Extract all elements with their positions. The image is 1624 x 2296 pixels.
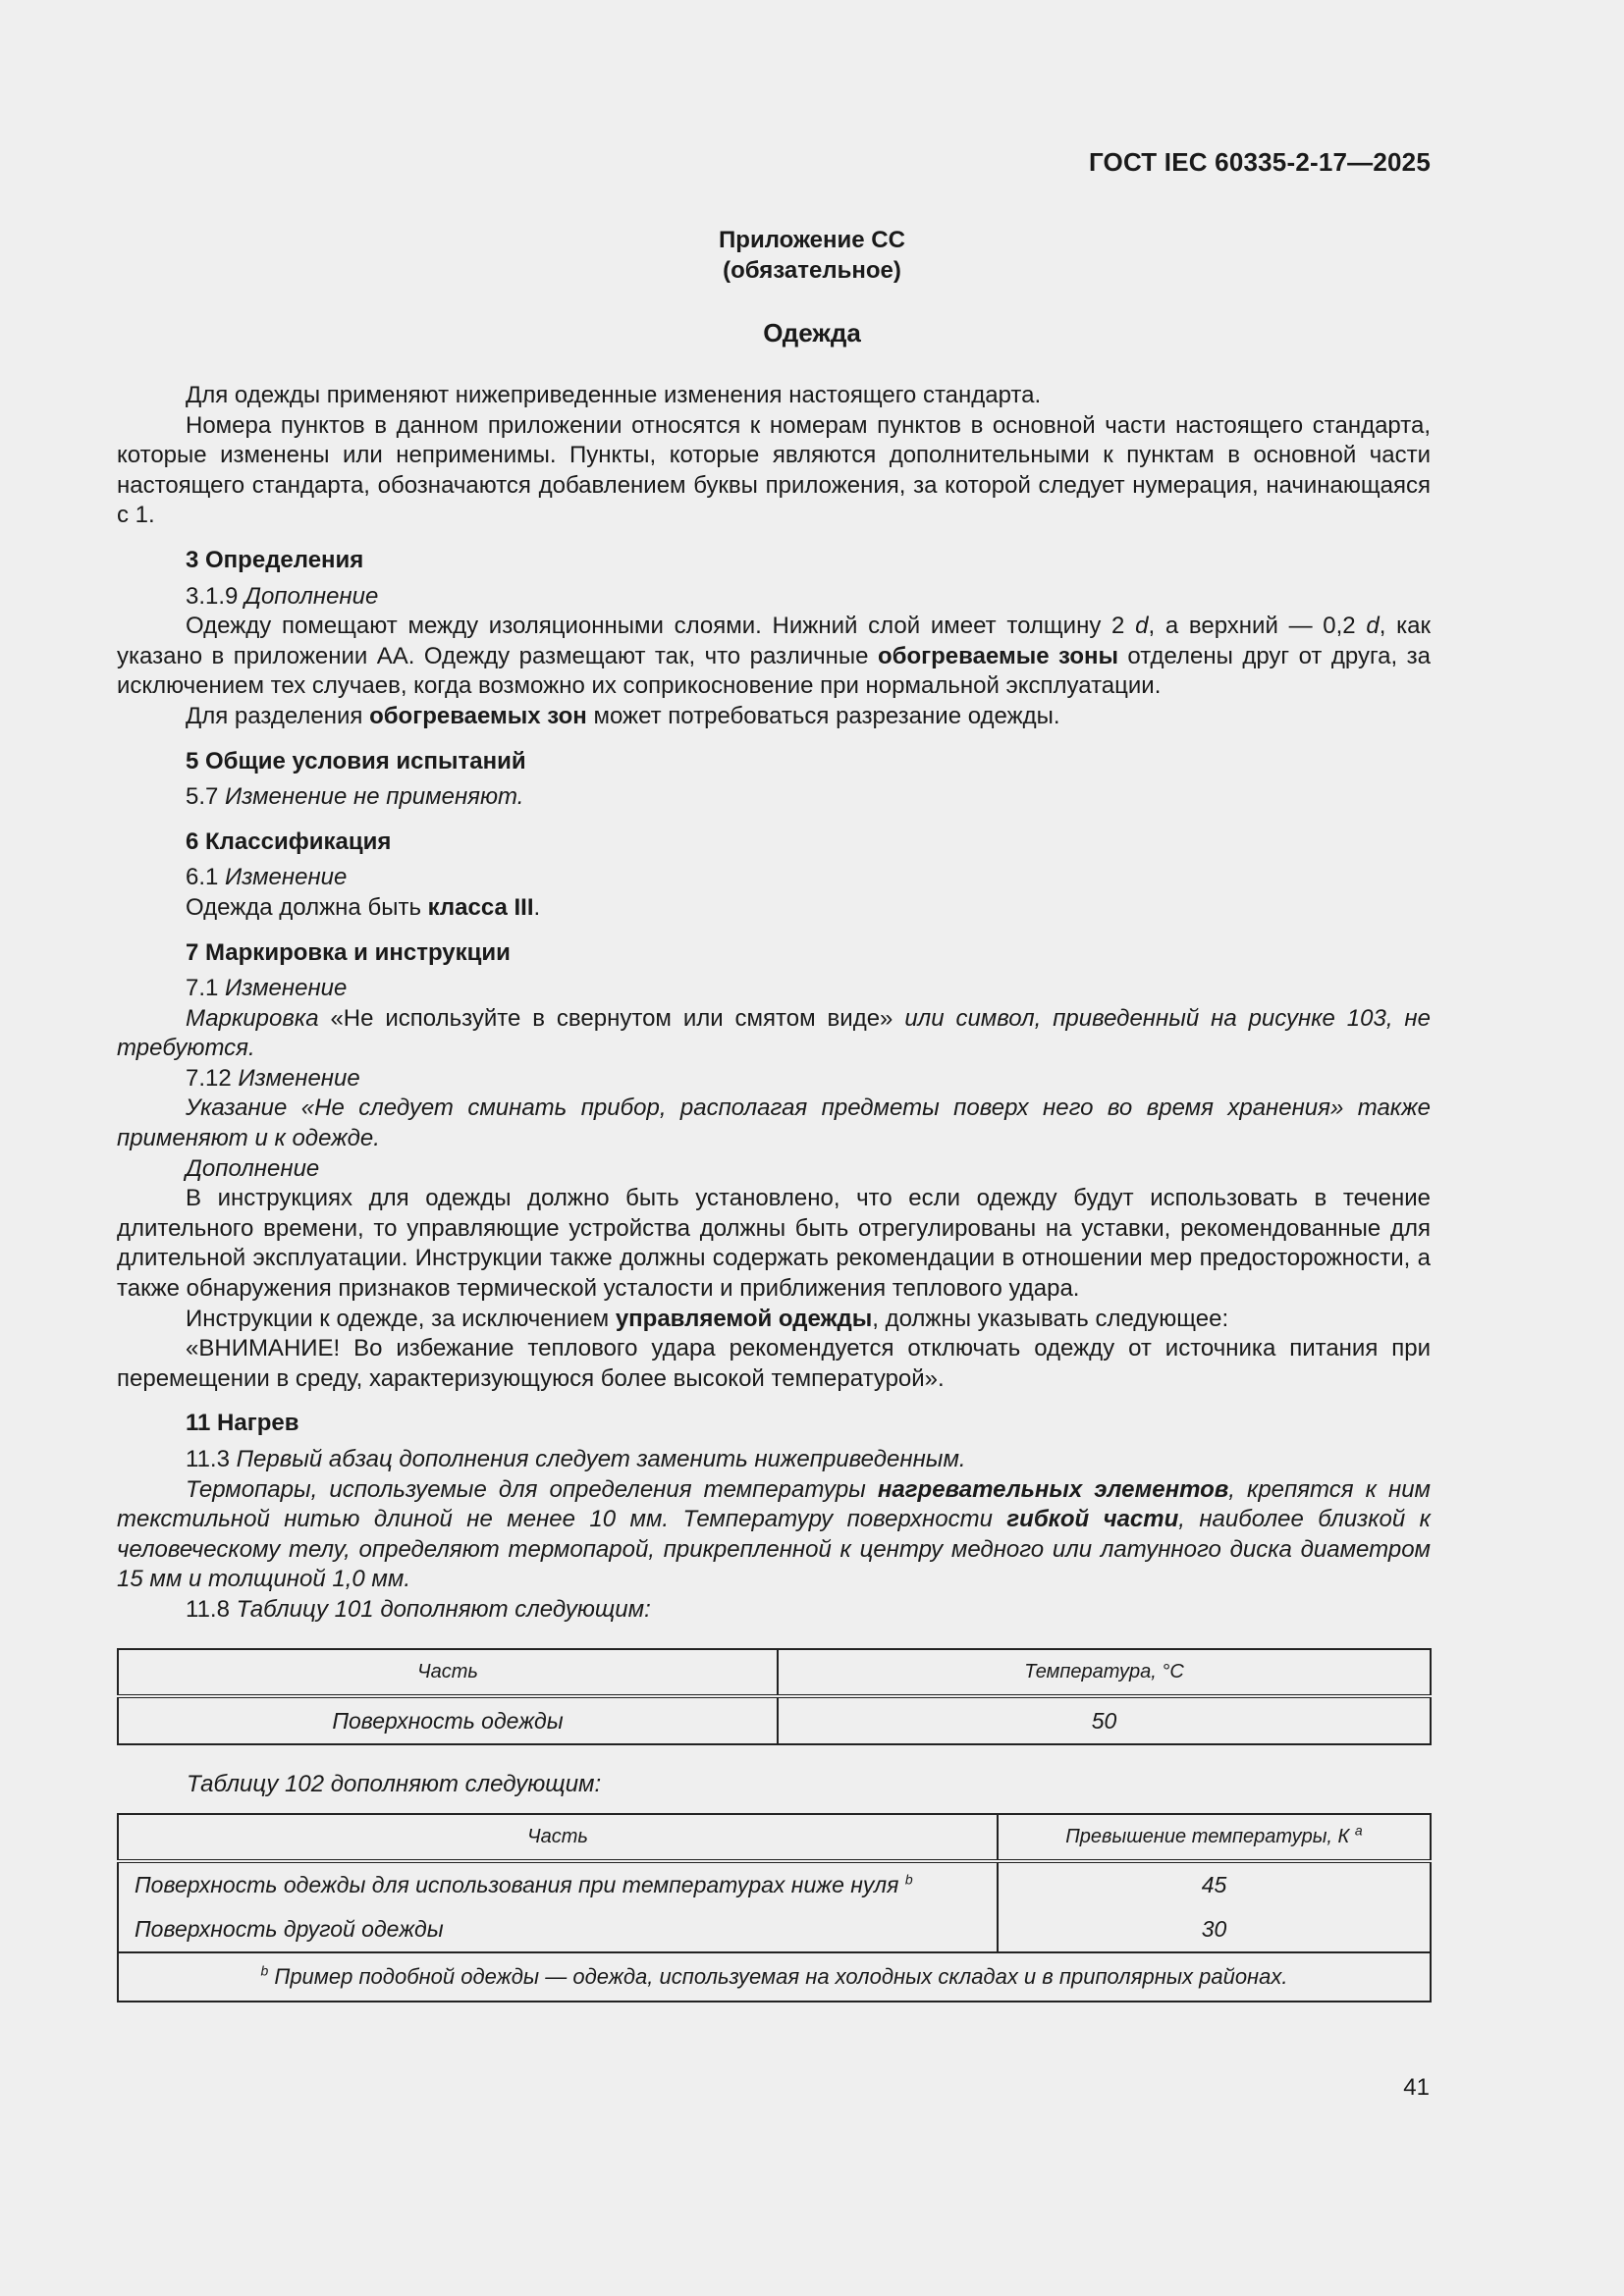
section-7-heading: 7 Маркировка и инструкции xyxy=(186,938,511,966)
annex-subtitle: (обязательное) xyxy=(723,257,901,284)
section-5-heading: 5 Общие условия испытаний xyxy=(186,747,526,774)
table-header-cell: Температура, °C xyxy=(778,1649,1431,1696)
table-cell: Поверхность одежды xyxy=(118,1696,778,1744)
clause-3-1-9-text-2: Для разделения обогреваемых зон может потребоваться разрезание одежды. xyxy=(186,702,1060,729)
table-header-cell: Часть xyxy=(118,1814,998,1861)
intro-paragraph-2: Номера пунктов в данном приложении относятся к номерам пунктов в основной части настоящего стандарта, которые изменены или неприменимы. Пункты, которые являются дополнительными к пунктам в основной части настоящего стандарта, обозначаются добавлением буквы приложения, за которой следует нумерация, начинающаяся с 1. xyxy=(117,411,1431,529)
table-102-addition xyxy=(117,1813,1432,2002)
section-11-heading: 11 Нагрев xyxy=(186,1410,299,1437)
table-row xyxy=(118,1861,1431,1906)
clause-7-12-warning: «ВНИМАНИЕ! Во избежание теплового удара рекомендуется отключать одежду от источника питания при перемещении в среду, характеризующуюся более высокой температурой». xyxy=(117,1335,1431,1392)
document-id: ГОСТ IEC 60335-2-17—2025 xyxy=(1088,147,1431,177)
clause-7-12-addition: Дополнение xyxy=(186,1154,320,1182)
clause-11-8: 11.8 Таблицу 101 дополняют следующим: xyxy=(186,1595,651,1623)
annex-name: Одежда xyxy=(763,318,861,347)
annex-title: Приложение CC xyxy=(719,227,905,253)
table-row xyxy=(118,1906,1431,1952)
table-102-caption: Таблицу 102 дополняют следующим: xyxy=(187,1771,602,1797)
clause-7-12-text: Указание «Не следует сминать прибор, располагая предметы поверх него во время хранения» также применяют и к одежде. xyxy=(117,1095,1431,1152)
table-header-cell: Часть xyxy=(118,1649,778,1696)
section-6-heading: 6 Классификация xyxy=(186,828,392,855)
table-footnote: $^b$ Пример подобной одежды — одежда, используемая на холодных складах и в приполярных районах. xyxy=(118,1952,1431,2002)
table-row xyxy=(118,1696,1431,1744)
clause-7-12-text-3: Инструкции к одежде, за исключением управляемой одежды, должны указывать следующее: xyxy=(186,1305,1229,1332)
clause-6-1-text: Одежда должна быть класса III. xyxy=(186,893,541,921)
table-101-addition xyxy=(117,1648,1432,1745)
clause-3-1-9-text: Одежду помещают между изоляционными слоями. Нижний слой имеет толщину 2 d, а верхний — 0,2 d, как указано в приложении AA. Одежду размещают так, что различные обогреваемые зоны отделены друг от друга, за исключением тех случаев, когда возможно их соприкосновение при нормальной эксплуатации. xyxy=(117,613,1431,700)
intro-paragraph-1: Для одежды применяют нижеприведенные изменения настоящего стандарта. xyxy=(186,382,1042,408)
clause-7-12: 7.12 Изменение xyxy=(186,1064,360,1092)
clause-7-1-text: Маркировка «Не используйте в свернутом или смятом виде» или символ, приведенный на рисунке 103, не требуются. xyxy=(117,1004,1431,1062)
section-3-heading: 3 Определения xyxy=(186,546,364,573)
body-text xyxy=(117,381,1431,1626)
clause-6-1: 6.1 Изменение xyxy=(186,864,348,891)
table-header-row xyxy=(118,1649,1431,1696)
clause-7-1: 7.1 Изменение xyxy=(186,975,348,1002)
clause-3-1-9: 3.1.9 Дополнение xyxy=(186,582,379,610)
clause-11-3-text: Термопары, используемые для определения температуры нагревательных элементов, крепятся к ним текстильной нитью длиной не менее 10 мм. Температуру поверхности гибкой части, наиболее близкой к человеческому телу, определяют термопарой, прикрепленной к центру медного или латунного диска диаметром 15 мм и толщиной 1,0 мм. xyxy=(117,1475,1432,1593)
table-cell: 50 xyxy=(778,1696,1431,1744)
table-header-cell: Превышение температуры, К $^a$ xyxy=(998,1814,1431,1861)
clause-5-7: 5.7 Изменение не применяют. xyxy=(186,783,524,811)
table-note-row xyxy=(118,1952,1431,2002)
table-cell: 30 xyxy=(998,1906,1431,1952)
table-cell: Поверхность другой одежды xyxy=(118,1906,998,1952)
table-cell: Поверхность одежды для использования при температурах ниже нуля $^b$ xyxy=(118,1861,998,1906)
table-cell: 45 xyxy=(998,1861,1431,1906)
table-header-row xyxy=(118,1814,1431,1861)
clause-11-3: 11.3 Первый абзац дополнения следует заменить нижеприведенным. xyxy=(186,1446,966,1472)
page-number: 41 xyxy=(1403,2074,1430,2101)
clause-7-12-text-2: В инструкциях для одежды должно быть установлено, что если одежду будут использовать в течение длительного времени, то управляющие устройства должны быть отрегулированы на уставки, рекомендованные для длительной эксплуатации. Инструкции также должны содержать рекомендации в отношении мер предосторожности, а также обнаружения признаков термической усталости и приближения теплового удара. xyxy=(117,1185,1431,1303)
